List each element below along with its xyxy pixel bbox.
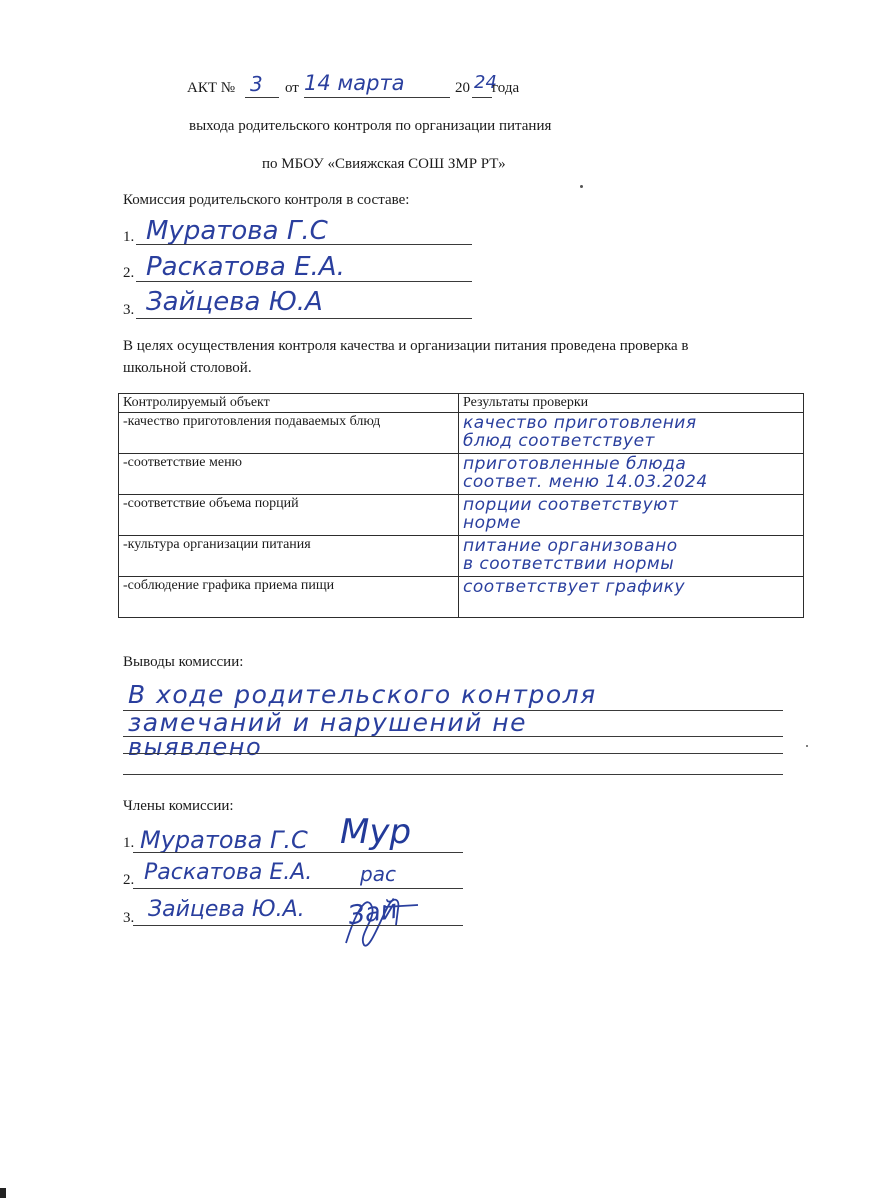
act-title [187,80,235,97]
result-line: в соответствии нормы [463,554,675,574]
member-line [136,244,472,245]
scan-speck [580,185,583,188]
school-name: по МБОУ «Свияжская СОШ ЗМР РТ» [262,156,506,172]
result-line: норме [463,513,522,533]
signature-number: 3. [123,910,135,926]
signatures-label: Члены комиссии: [123,798,234,814]
member-line [136,318,472,319]
signature-name: Муратова Г.С [140,826,308,854]
conclusion-line-1: В ходе родительского контроля [128,680,597,709]
row-object: -соответствие объема порций [119,495,459,536]
member-number: 3. [123,302,135,318]
conclusion-line-2: замечаний и нарушений не [128,708,528,737]
signature-name: Зайцева Ю.А. [148,897,305,922]
signature-mark: Зай [346,894,400,932]
year-suffix: года [492,80,520,96]
header-object: Контролируемый объект [119,394,459,413]
signature-number: 1. [123,835,135,851]
signature-line [133,852,463,853]
signature-scribble [338,885,428,955]
signature-name: Раскатова Е.А. [144,860,313,885]
result-line: порции соответствуют [463,495,679,515]
row-object: -качество приготовления подаваемых блюд [119,413,459,454]
table-header-row [119,394,804,413]
result-line: качество приготовления [463,413,697,433]
table-row [119,536,804,577]
date-prefix: от [285,80,299,96]
result-line: приготовленные блюда [463,454,687,474]
row-result [459,495,804,536]
conclusions-label: Выводы комиссии: [123,654,244,670]
result-line: соответствует графику [463,577,686,597]
conclusion-line-3: выявлено [128,733,263,761]
purpose-line-1: В целях осуществления контроля качества и организации питания проведена проверка в [123,338,689,354]
conclusion-rule [123,774,783,775]
purpose-line-2: школьной столовой. [123,360,252,376]
row-object: -культура организации питания [119,536,459,577]
table-row [119,577,804,618]
row-object: -соответствие меню [119,454,459,495]
member-line [136,281,472,282]
signature-line [133,925,463,926]
act-label: АКТ № [187,80,236,96]
member-name: Раскатова Е.А. [146,252,345,282]
act-number: 3 [250,72,263,96]
inspection-table [118,393,804,618]
member-name: Муратова Г.С [146,216,328,246]
act-number-underline [245,97,279,98]
signature-mark: рас [360,862,396,886]
result-line: блюд соответствует [463,431,655,451]
year-handwritten: 24 [474,72,497,93]
year-prefix: 20 [455,80,470,96]
row-result [459,413,804,454]
scan-edge [0,1188,6,1198]
result-line: питание организовано [463,536,678,556]
date-underline [304,97,450,98]
act-subtitle: выхода родительского контроля по организации питания [189,118,552,134]
conclusion-rule [123,753,783,754]
result-line: соответ. меню 14.03.2024 [463,472,708,492]
year-underline [472,97,492,98]
row-result [459,577,804,618]
date-handwritten: 14 марта [304,71,405,95]
row-result [459,536,804,577]
member-number: 2. [123,265,135,281]
scan-speck [806,745,808,747]
header-result: Результаты проверки [459,394,804,413]
signature-number: 2. [123,872,135,888]
member-name: Зайцева Ю.А [146,287,323,317]
table-row [119,454,804,495]
commission-intro: Комиссия родительского контроля в составе: [123,192,410,208]
table-row [119,413,804,454]
member-number: 1. [123,229,135,245]
row-result [459,454,804,495]
signature-mark: Мур [340,812,412,852]
table-row [119,495,804,536]
row-object: -соблюдение графика приема пищи [119,577,459,618]
